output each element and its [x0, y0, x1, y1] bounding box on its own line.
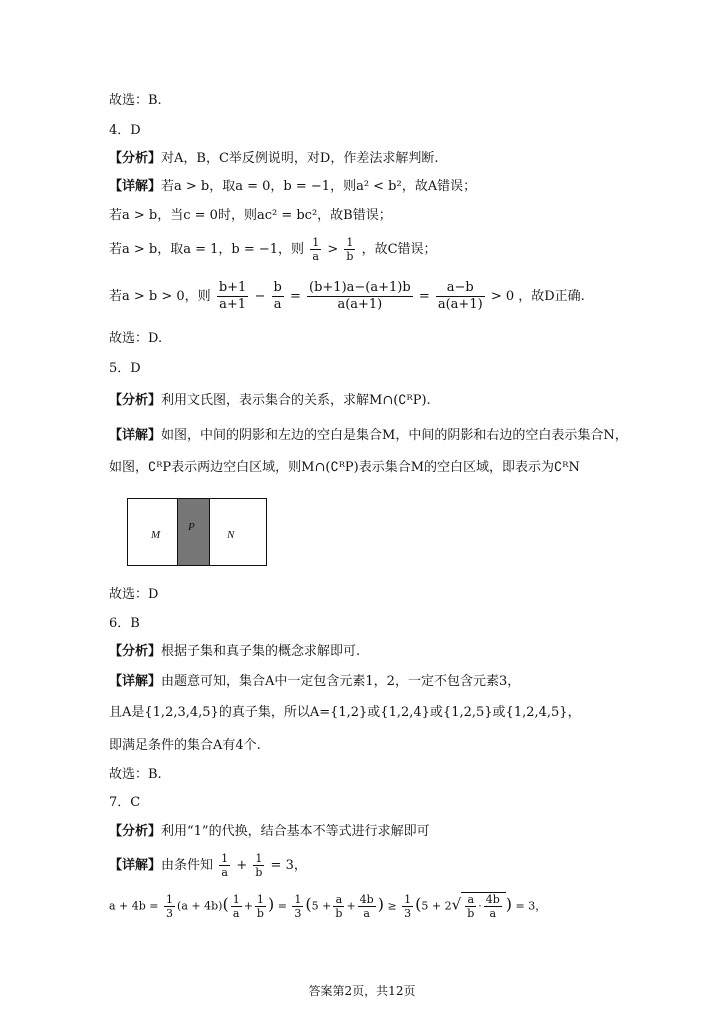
expr: 5 + 2 — [421, 899, 452, 913]
detail-tag: 【详解】 — [109, 858, 162, 873]
fraction: $\frac{1}{a}$ — [312, 236, 320, 263]
question-7-header: 7．C — [109, 795, 141, 810]
fraction: $\frac{4b}{a}$ — [359, 893, 374, 920]
dot: · — [478, 899, 482, 913]
paren: ( — [305, 894, 312, 914]
question-4-header: 4．D — [109, 123, 141, 138]
expr: 5 + — [311, 899, 332, 913]
text: 若a > b > 0，则 — [109, 289, 211, 304]
text: = 3， — [270, 858, 307, 873]
fraction: $\frac{1}{a}$ — [221, 852, 229, 879]
analysis-text: 利用“1”的代换，结合基本不等式进行求解即可 — [161, 824, 430, 839]
text: ，故C错误； — [361, 242, 437, 257]
sqrt-body — [461, 892, 506, 920]
q4-detail-2: 若a > b，当c = 0时，则ac² = bc²，故B错误； — [109, 208, 392, 223]
page-footer: 答案第2页，共12页 — [308, 984, 416, 998]
expr: a + 4b = — [109, 899, 159, 913]
question-6-header: 6．B — [109, 616, 140, 631]
plus-sign: + — [346, 899, 356, 913]
detail-tag: 【详解】 — [109, 674, 162, 689]
fraction: $\frac{1}{3}$ — [404, 893, 412, 920]
fraction: $\frac{4b}{a}$ — [485, 893, 500, 920]
q6-analysis — [109, 643, 360, 661]
q5-answer: 故选：D — [109, 587, 159, 602]
analysis-tag: 【分析】 — [109, 644, 162, 659]
detail-text: 由题意可知，集合A中一定包含元素1，2，一定不包含元素3， — [161, 674, 521, 689]
paren: ) — [267, 894, 275, 914]
q5-analysis — [109, 392, 431, 410]
fraction: $\frac{1}{3}$ — [294, 893, 302, 920]
paren: ( — [222, 894, 229, 914]
fraction: $\frac{1}{b}$ — [346, 236, 354, 263]
analysis-text: 根据子集和真子集的概念求解即可. — [161, 644, 361, 659]
eq-sign: = — [418, 289, 430, 304]
fraction: $\frac{a}{b}$ — [335, 893, 343, 920]
fraction: $\frac{a}{b}$ — [467, 893, 475, 920]
label-n: N — [227, 529, 235, 541]
q5-detail-2: 如图，∁ᴿP表示两边空白区域，则M∩(∁ᴿP)表示集合M的空白区域，即表示为∁ᴿN — [109, 460, 580, 475]
text: 由条件知 — [161, 858, 214, 873]
paren: ) — [505, 894, 513, 914]
fraction: $\frac{b}{a}$ — [273, 280, 282, 312]
sqrt-sign: √ — [451, 895, 462, 914]
text: 若a > b，取a = 1，b = −1，则 — [109, 242, 305, 257]
q4-detail-3 — [109, 236, 437, 263]
eq-sign: = — [289, 289, 301, 304]
analysis-text: 对A，B，C举反例说明，对D，作差法求解判断. — [161, 151, 439, 166]
paren: ) — [377, 894, 384, 914]
detail-text: 若a > b，取a = 0，b = −1，则a² < b²，故A错误； — [161, 179, 477, 194]
gt-zero: > 0 — [490, 289, 515, 304]
label-p: P — [188, 521, 195, 533]
q4-detail-1 — [109, 178, 476, 196]
eq-sign: = — [277, 899, 287, 913]
fraction: $\frac{(b+1)a-(a+1)b}{a(a+1)}$ — [309, 280, 411, 312]
q5-detail-1 — [109, 427, 628, 445]
analysis-tag: 【分析】 — [109, 393, 162, 408]
q4-answer: 故选：D. — [109, 331, 163, 346]
fraction: $\frac{1}{b}$ — [255, 852, 263, 879]
q4-analysis — [109, 150, 438, 168]
fraction: $\frac{1}{b}$ — [256, 893, 264, 920]
q6-detail-1 — [109, 673, 520, 691]
plus-sign: + — [236, 858, 248, 873]
q4-detail-4 — [109, 280, 585, 313]
ge-sign: ≥ — [387, 899, 397, 913]
fraction: $\frac{b+1}{a+1}$ — [218, 280, 247, 312]
detail-text: 如图，中间的阴影和左边的空白是集合M，中间的阴影和右边的空白表示集合N， — [161, 428, 628, 443]
analysis-tag: 【分析】 — [109, 824, 162, 839]
question-5-header: 5．D — [109, 361, 141, 376]
q6-detail-2: 且A是{1,2,3,4,5}的真子集，所以A={1,2}或{1,2,4}或{1,2,5}或{1,2,4,5}， — [109, 705, 581, 720]
detail-tag: 【详解】 — [109, 179, 162, 194]
detail-tag: 【详解】 — [109, 428, 162, 443]
q6-detail-3: 即满足条件的集合A有4个. — [109, 738, 261, 753]
text: ，故D正确. — [518, 289, 585, 304]
q7-detail-2 — [109, 892, 546, 920]
fraction: $\frac{1}{3}$ — [166, 893, 174, 920]
venn-strip-diagram — [127, 498, 267, 566]
q7-detail-1 — [109, 852, 307, 879]
expr: (a + 4b) — [177, 899, 223, 913]
fraction: $\frac{a-b}{a(a+1)}$ — [437, 280, 483, 312]
q7-analysis — [109, 823, 430, 841]
gt-sign: > — [327, 242, 339, 257]
expr: = 3， — [515, 899, 547, 913]
q6-answer: 故选：B. — [109, 767, 162, 782]
answer-line: 故选：B. — [109, 93, 162, 108]
analysis-tag: 【分析】 — [109, 151, 162, 166]
analysis-text: 利用文氏图，表示集合的关系，求解M∩(∁ᴿP). — [161, 393, 431, 408]
label-m: M — [151, 529, 161, 541]
paren: ( — [415, 894, 422, 914]
minus-sign: − — [254, 289, 266, 304]
plus-sign: + — [243, 899, 253, 913]
fraction: $\frac{1}{a}$ — [232, 893, 240, 920]
